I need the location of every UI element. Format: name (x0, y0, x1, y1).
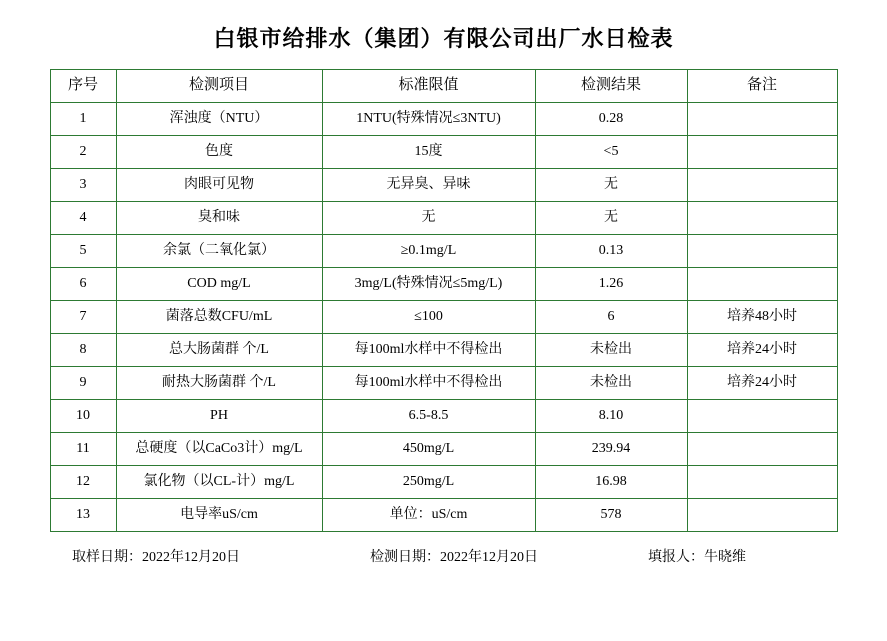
cell-limit: 每100ml水样中不得检出 (322, 367, 535, 400)
cell-limit: 6.5-8.5 (322, 400, 535, 433)
cell-remark: 培养24小时 (687, 367, 837, 400)
table-row (50, 367, 837, 400)
column-header-no: 序号 (50, 70, 116, 103)
cell-limit: 450mg/L (322, 433, 535, 466)
column-header-remark: 备注 (687, 70, 837, 103)
cell-remark (687, 103, 837, 136)
table-row (50, 169, 837, 202)
cell-result: 6 (535, 301, 687, 334)
cell-remark (687, 433, 837, 466)
cell-remark (687, 466, 837, 499)
column-header-item: 检测项目 (116, 70, 322, 103)
cell-limit: 15度 (322, 136, 535, 169)
cell-no: 1 (50, 103, 116, 136)
cell-limit: 250mg/L (322, 466, 535, 499)
cell-remark (687, 400, 837, 433)
cell-no: 9 (50, 367, 116, 400)
report-footer (50, 532, 837, 570)
table-row (50, 499, 837, 532)
table-header-row (50, 70, 837, 103)
table-row (50, 268, 837, 301)
cell-remark (687, 499, 837, 532)
cell-item: 总硬度（以CaCo3计）mg/L (116, 433, 322, 466)
cell-result: 未检出 (535, 367, 687, 400)
cell-no: 2 (50, 136, 116, 169)
cell-result: 16.98 (535, 466, 687, 499)
cell-remark (687, 136, 837, 169)
cell-result: 无 (535, 169, 687, 202)
cell-no: 13 (50, 499, 116, 532)
cell-item: 浑浊度（NTU） (116, 103, 322, 136)
cell-no: 8 (50, 334, 116, 367)
cell-limit: ≥0.1mg/L (322, 235, 535, 268)
cell-no: 3 (50, 169, 116, 202)
cell-no: 4 (50, 202, 116, 235)
sampling-date: 取样日期：2022年12月20日 (72, 550, 240, 565)
table-row (50, 136, 837, 169)
table-row (50, 400, 837, 433)
cell-remark: 培养48小时 (687, 301, 837, 334)
table-row (50, 301, 837, 334)
cell-item: 臭和味 (116, 202, 322, 235)
cell-remark (687, 202, 837, 235)
table-row (50, 202, 837, 235)
column-header-limit: 标准限值 (322, 70, 535, 103)
cell-item: 总大肠菌群 个/L (116, 334, 322, 367)
cell-result: 1.26 (535, 268, 687, 301)
cell-no: 10 (50, 400, 116, 433)
cell-result: <5 (535, 136, 687, 169)
cell-item: PH (116, 400, 322, 433)
cell-limit: 无 (322, 202, 535, 235)
cell-remark (687, 235, 837, 268)
cell-no: 11 (50, 433, 116, 466)
cell-result: 239.94 (535, 433, 687, 466)
cell-limit: 3mg/L(特殊情况≤5mg/L) (322, 268, 535, 301)
cell-remark (687, 169, 837, 202)
water-quality-table (50, 69, 838, 532)
cell-item: 电导率uS/cm (116, 499, 322, 532)
cell-result: 8.10 (535, 400, 687, 433)
table-row (50, 433, 837, 466)
cell-item: 余氯（二氧化氯） (116, 235, 322, 268)
cell-result: 0.13 (535, 235, 687, 268)
cell-no: 7 (50, 301, 116, 334)
cell-remark (687, 268, 837, 301)
cell-limit: 每100ml水样中不得检出 (322, 334, 535, 367)
cell-no: 12 (50, 466, 116, 499)
cell-limit: ≤100 (322, 301, 535, 334)
cell-item: COD mg/L (116, 268, 322, 301)
cell-limit: 单位：uS/cm (322, 499, 535, 532)
cell-limit: 无异臭、异味 (322, 169, 535, 202)
cell-no: 5 (50, 235, 116, 268)
column-header-result: 检测结果 (535, 70, 687, 103)
table-row (50, 466, 837, 499)
page-title: 白银市给排水（集团）有限公司出厂水日检表 (213, 26, 674, 51)
cell-result: 无 (535, 202, 687, 235)
cell-limit: 1NTU(特殊情况≤3NTU) (322, 103, 535, 136)
cell-item: 氯化物（以CL-计）mg/L (116, 466, 322, 499)
cell-item: 色度 (116, 136, 322, 169)
cell-item: 耐热大肠菌群 个/L (116, 367, 322, 400)
table-row (50, 103, 837, 136)
cell-item: 肉眼可见物 (116, 169, 322, 202)
testing-date: 检测日期：2022年12月20日 (370, 550, 538, 565)
table-row (50, 235, 837, 268)
table-row (50, 334, 837, 367)
cell-result: 未检出 (535, 334, 687, 367)
cell-result: 0.28 (535, 103, 687, 136)
cell-remark: 培养24小时 (687, 334, 837, 367)
cell-no: 6 (50, 268, 116, 301)
cell-item: 菌落总数CFU/mL (116, 301, 322, 334)
cell-result: 578 (535, 499, 687, 532)
filler-name: 填报人：牛晓维 (648, 550, 746, 565)
